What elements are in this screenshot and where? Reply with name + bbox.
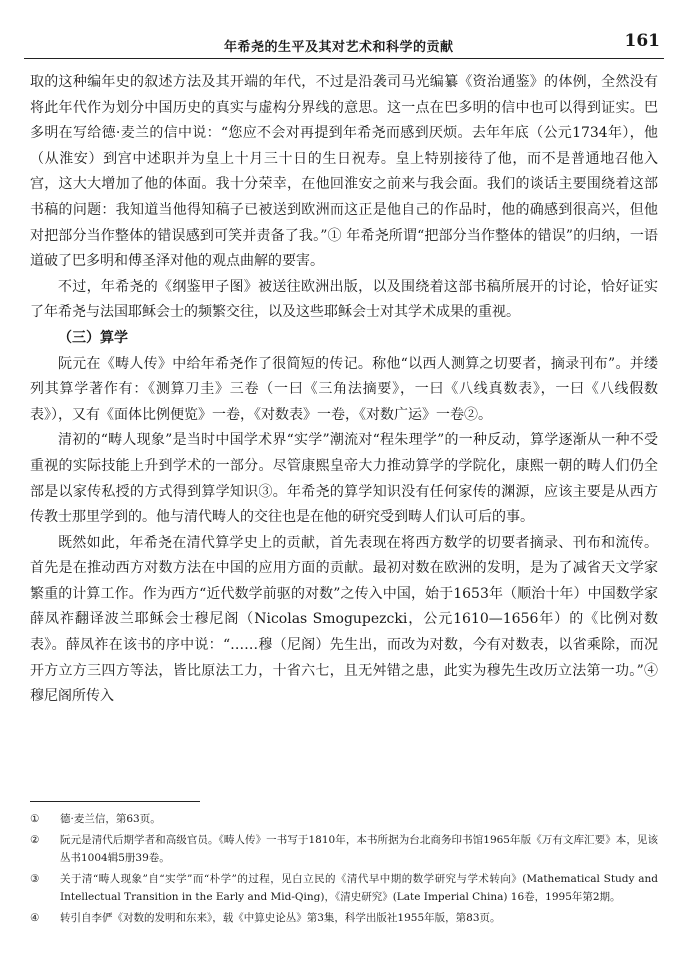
footnote-marker: ③ — [30, 872, 40, 885]
footnote-text: 关于清“畴人现象”自“实学”而“朴学”的过程，见白立民的《清代早中期的数学研究与学术转向》(Mathematical Study and Intellectual Transition in the Early and Mid-Qing)，《清史研究》(Late Imperial China) 16卷，1995年第2期。 — [60, 872, 658, 903]
footnote-text: 转引自李俨《对数的发明和东来》，载《中算史论丛》第3集，科学出版社1955年版，第83页。 — [60, 911, 501, 924]
footnote-text: 德·麦兰信，第63页。 — [60, 813, 161, 825]
paragraph: 阮元在《畴人传》中给年希尧作了很简短的传记。称他“以西人测算之切要者，摘录刊布”。并缕列其算学著作有：《测算刀圭》三卷（一曰《三角法摘要》，一曰《八线真数表》，一曰《八线假数表》），又有《面体比例便览》一卷，《对数表》一卷，《对数广运》一卷②。 — [30, 355, 658, 423]
section-heading: （三）算学 — [58, 329, 128, 346]
footnote-marker: ② — [30, 833, 40, 846]
footnote-3 — [30, 870, 658, 907]
page-number: 161 — [624, 31, 660, 51]
paragraph-continued: 取的这种编年史的叙述方法及其开端的年代，不过是沿袭司马光编纂《资治通鉴》的体例，全然没有将此年代作为划分中国历史的真实与虚构分界线的意思。这一点在巴多明的信中也可以得到证实。巴多明在写给德·麦兰的信中说：“您应不会对再提到年希尧而感到厌烦。去年年底（公元1734年），他（从淮安）到宫中述职并为皇上十月三十日的生日祝寿。皇上特别接待了他，而不是普通地召他入宫，这大大增加了他的体面。我十分荣幸，在他回淮安之前来与我会面。我们的谈话主要围绕着这部书稿的问题：我知道当他得知稿子已被送到欧洲而这正是他自己的作品时，他的确感到很高兴，但他对把部分当作整体的错误感到可笑并责备了我。”① 年希尧所谓“把部分当作整体的错误”的归纳，一语道破了巴多明和傅圣泽对他的观点曲解的要害。 — [30, 74, 658, 270]
footnote-marker: ① — [30, 813, 40, 825]
footnote-text: 阮元是清代后期学者和高级官员。《畴人传》一书写于1810年，本书所据为台北商务印书馆1965年版《万有文库汇要》本，见该丛书1004辑5册39卷。 — [60, 833, 658, 864]
footnote-marker: ④ — [30, 911, 40, 924]
paragraph: 清初的“畴人现象”是当时中国学术界“实学”潮流对“程朱理学”的一种反动，算学逐渐从一种不受重视的实际技能上升到学术的一部分。尽管康熙皇帝大力推动算学的学院化，康熙一朝的畴人们仍全部是以家传私授的方式得到算学知识③。年希尧的算学知识没有任何家传的渊源，应该主要是从西方传教士那里学到的。他与清代畴人的交往也是在他的研究受到畴人们认可后的事。 — [30, 432, 658, 526]
footnote-2 — [30, 831, 658, 868]
body-text — [30, 70, 658, 710]
footnotes — [30, 810, 658, 929]
footnote-rule — [30, 801, 200, 802]
page-header — [24, 28, 664, 59]
running-title: 年希尧的生平及其对艺术和科学的贡献 — [224, 40, 454, 55]
footnote-1 — [30, 810, 658, 829]
paragraph: 既然如此，年希尧在清代算学史上的贡献，首先表现在将西方数学的切要者摘录、刊布和流传。首先是在推动西方对数方法在中国的应用方面的贡献。最初对数在欧洲的发明，是为了减省天文学家繁重的计算工作。作为西方“近代数学前驱的对数”之传入中国，始于1653年（顺治十年）中国数学家薛凤祚翻译波兰耶稣会士穆尼阁（Nicolas Smogupezcki，公元1610—1656年）的《比例对数表》。薛凤祚在该书的序中说：“……穆（尼阁）先生出，而改为对数，今有对数表，以省乘除，而况开方立方三四方等法，皆比原法工力，十省六七，且无舛错之患，此实为穆先生改历立法第一功。”④ 穆尼阁所传入 — [30, 534, 658, 705]
paragraph: 不过，年希尧的《纲鉴甲子图》被送往欧洲出版，以及围绕着这部书稿所展开的讨论，恰好证实了年希尧与法国耶稣会士的频繁交往，以及这些耶稣会士对其学术成果的重视。 — [30, 278, 658, 321]
footnote-4 — [30, 909, 658, 928]
